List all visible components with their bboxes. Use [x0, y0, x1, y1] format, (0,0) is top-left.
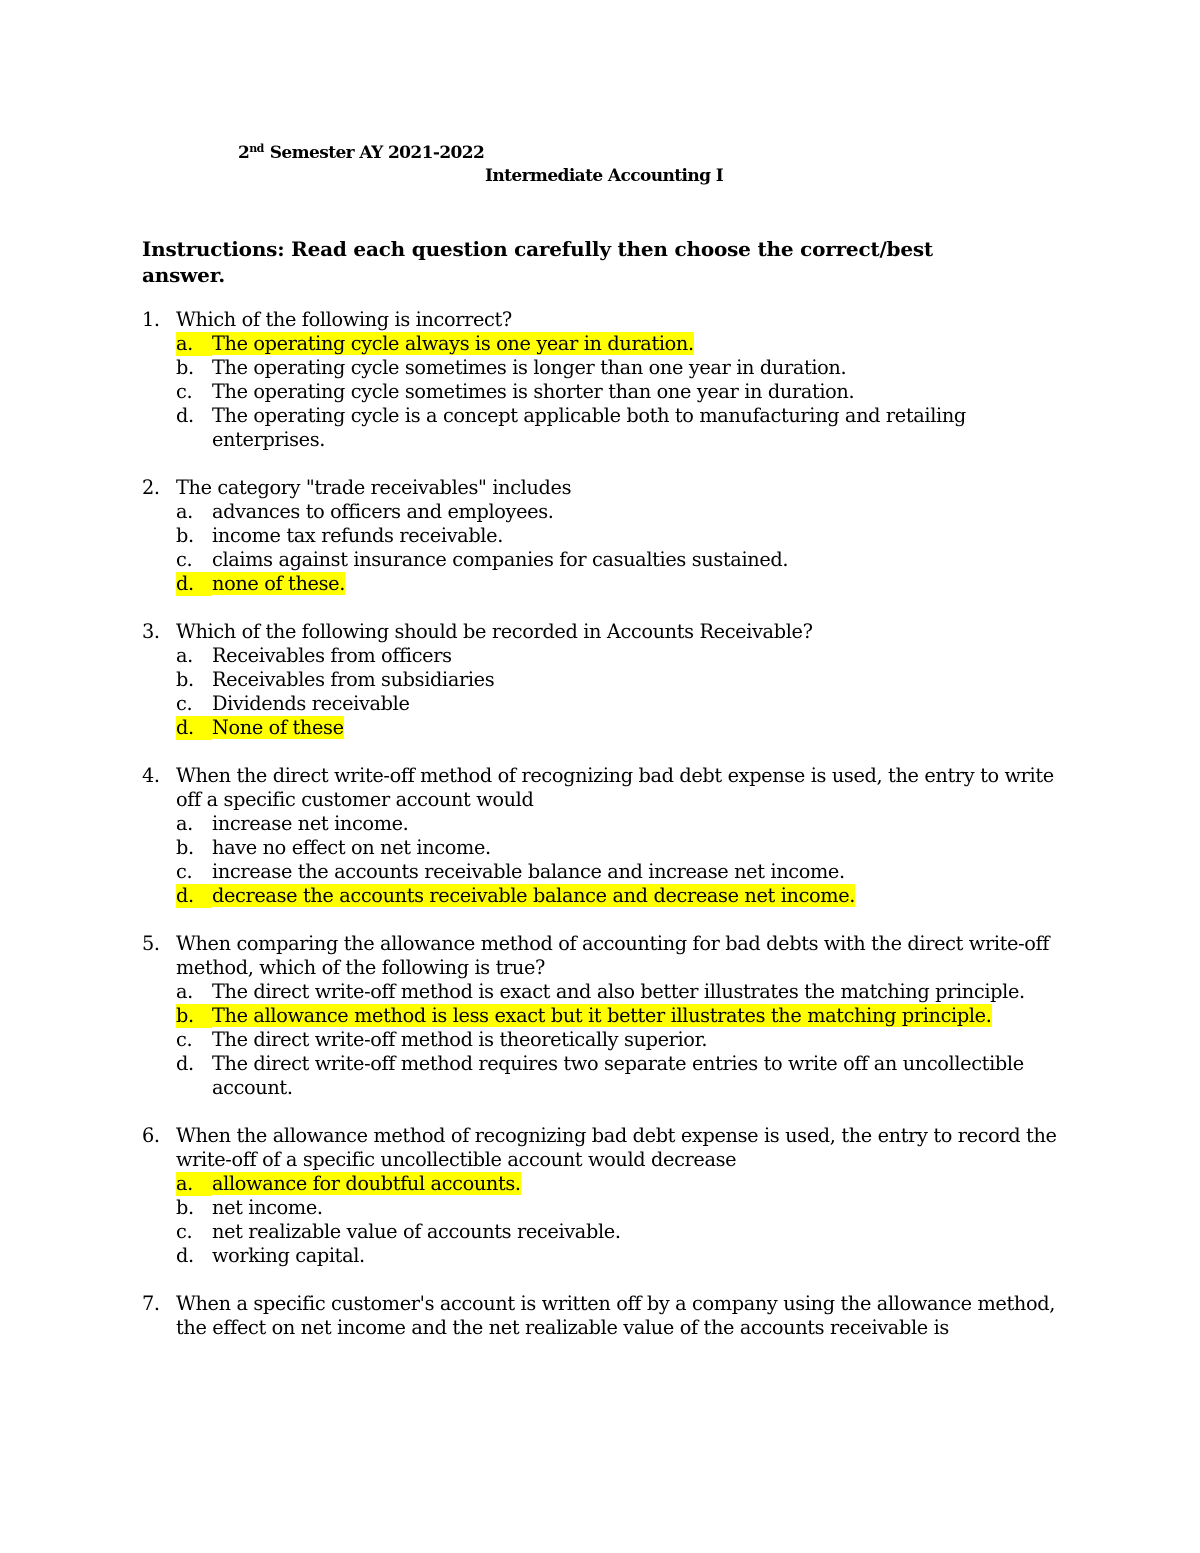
question-number: 1.: [142, 308, 160, 331]
question-number: 5.: [142, 932, 160, 955]
option-letter-cell: [176, 860, 212, 884]
option-text-cell: [212, 1172, 1082, 1196]
option-text-cell: [212, 1028, 1082, 1052]
option-text-cell: [212, 548, 1082, 572]
option-text: The direct write-off method is exact and also better illustrates the matching principle.: [212, 980, 1025, 1003]
option-letter-cell: [176, 644, 212, 668]
option-letter: b.: [176, 1004, 212, 1028]
option-letter-cell: [176, 332, 212, 356]
option-text: Receivables from subsidiaries: [212, 668, 495, 691]
question-stem: [142, 308, 1082, 332]
option-text-cell: [212, 1052, 1082, 1100]
option-text-cell: [212, 380, 1082, 404]
option-text: The allowance method is less exact but it better illustrates the matching principle.: [212, 1004, 992, 1027]
option-letter: d.: [176, 1244, 194, 1267]
option-letter: b.: [176, 356, 194, 379]
answer-option: [176, 1028, 1082, 1052]
answer-option: [176, 404, 1082, 452]
option-letter-cell: [176, 716, 212, 740]
option-text-cell: [212, 980, 1082, 1004]
answer-option-highlighted: [176, 1172, 1082, 1196]
answer-option: [176, 548, 1082, 572]
option-text-cell: [212, 1220, 1082, 1244]
option-letter-cell: [176, 572, 212, 596]
option-letter: b.: [176, 1196, 194, 1219]
option-letter-cell: [176, 548, 212, 572]
option-text-cell: [212, 356, 1082, 380]
option-letter: a.: [176, 1172, 212, 1196]
option-letter: d.: [176, 404, 194, 427]
question-number: 7.: [142, 1292, 160, 1315]
option-text: decrease the accounts receivable balance and decrease net income.: [212, 884, 856, 907]
option-text: working capital.: [212, 1244, 365, 1267]
question-text: Which of the following is incorrect?: [176, 308, 512, 331]
option-letter-cell: [176, 1196, 212, 1220]
option-text-cell: [212, 668, 1082, 692]
option-text-cell: [212, 644, 1082, 668]
answer-option: [176, 860, 1082, 884]
option-text: Receivables from officers: [212, 644, 452, 667]
question-text: When a specific customer's account is written off by a company using the allowance method, the effect on net income and the net realizable value of the accounts receivable is: [176, 1292, 1055, 1339]
option-letter: b.: [176, 668, 194, 691]
option-letter-cell: [176, 356, 212, 380]
question-text: Which of the following should be recorded in Accounts Receivable?: [176, 620, 813, 643]
option-letter-cell: [176, 668, 212, 692]
question-number: 3.: [142, 620, 160, 643]
option-text: The direct write-off method requires two separate entries to write off an uncollectible account.: [212, 1052, 1024, 1099]
answer-option: [176, 980, 1082, 1004]
option-letter-cell: [176, 500, 212, 524]
option-letter: c.: [176, 1220, 193, 1243]
option-text: The operating cycle always is one year in duration.: [212, 332, 694, 355]
answer-option: [176, 1220, 1082, 1244]
answer-option-highlighted: [176, 572, 1082, 596]
question-stem: [142, 476, 1082, 500]
answer-option: [176, 524, 1082, 548]
option-text-cell: [212, 572, 1082, 596]
option-text-cell: [212, 716, 1082, 740]
question-text: When the direct write-off method of recognizing bad debt expense is used, the entry to write off a specific customer account would: [176, 764, 1054, 811]
semester-text: Semester AY 2021-2022: [269, 143, 485, 163]
question-4: [142, 764, 1082, 908]
answer-option-highlighted: [176, 716, 1082, 740]
option-text: claims against insurance companies for casualties sustained.: [212, 548, 789, 571]
option-text: have no effect on net income.: [212, 836, 491, 859]
option-letter: d.: [176, 884, 212, 908]
option-letter-cell: [176, 692, 212, 716]
question-text: When the allowance method of recognizing bad debt expense is used, the entry to record the write-off of a specific uncollectible account would decrease: [176, 1124, 1057, 1171]
question-list: [142, 308, 1082, 1364]
option-letter-cell: [176, 380, 212, 404]
option-letter-cell: [176, 404, 212, 428]
option-letter: c.: [176, 692, 193, 715]
option-text-cell: [212, 1004, 1082, 1028]
option-text-cell: [212, 1244, 1082, 1268]
option-text: allowance for doubtful accounts.: [212, 1172, 521, 1195]
option-text: increase net income.: [212, 812, 409, 835]
option-letter: b.: [176, 836, 194, 859]
answer-option: [176, 356, 1082, 380]
option-letter: c.: [176, 860, 193, 883]
option-letter: a.: [176, 812, 193, 835]
question-stem: [142, 620, 1082, 644]
question-1: [142, 308, 1082, 452]
option-letter-cell: [176, 1244, 212, 1268]
semester-heading: [238, 142, 484, 163]
answer-option: [176, 380, 1082, 404]
option-text: The operating cycle sometimes is longer than one year in duration.: [212, 356, 847, 379]
option-letter: c.: [176, 380, 193, 403]
option-letter: a.: [176, 980, 193, 1003]
option-letter-cell: [176, 884, 212, 908]
option-letter-cell: [176, 1220, 212, 1244]
answer-option: [176, 836, 1082, 860]
option-text-cell: [212, 500, 1082, 524]
answer-option: [176, 644, 1082, 668]
question-number: 2.: [142, 476, 160, 499]
option-letter: d.: [176, 572, 212, 596]
question-stem: [142, 1292, 1082, 1340]
option-text: net realizable value of accounts receivable.: [212, 1220, 621, 1243]
option-text-cell: [212, 692, 1082, 716]
option-letter-cell: [176, 836, 212, 860]
answer-option-highlighted: [176, 1004, 1082, 1028]
semester-ordinal: 2: [238, 143, 250, 163]
option-text-cell: [212, 884, 1082, 908]
option-text-cell: [212, 524, 1082, 548]
answer-option: [176, 500, 1082, 524]
option-text: The operating cycle is a concept applicable both to manufacturing and retailing enterprises.: [212, 404, 966, 451]
question-stem: [142, 764, 1082, 812]
question-stem: [142, 1124, 1082, 1172]
option-text: advances to officers and employees.: [212, 500, 554, 523]
semester-ordinal-suffix: nd: [249, 142, 264, 155]
option-text: net income.: [212, 1196, 323, 1219]
option-text: income tax refunds receivable.: [212, 524, 503, 547]
answer-option-highlighted: [176, 884, 1082, 908]
course-title: Intermediate Accounting I: [485, 166, 724, 186]
option-text: The direct write-off method is theoretically superior.: [212, 1028, 708, 1051]
option-letter-cell: [176, 1052, 212, 1076]
option-letter-cell: [176, 1172, 212, 1196]
answer-option: [176, 1052, 1082, 1100]
option-text: Dividends receivable: [212, 692, 410, 715]
answer-option-highlighted: [176, 332, 1082, 356]
option-text-cell: [212, 836, 1082, 860]
option-letter: c.: [176, 1028, 193, 1051]
option-letter-cell: [176, 1028, 212, 1052]
option-text-cell: [212, 812, 1082, 836]
question-text: The category "trade receivables" includes: [176, 476, 572, 499]
question-5: [142, 932, 1082, 1100]
question-2: [142, 476, 1082, 596]
instructions: Instructions: Read each question carefully then choose the correct/best answer.: [142, 237, 933, 287]
question-3: [142, 620, 1082, 740]
option-text-cell: [212, 404, 1082, 452]
question-6: [142, 1124, 1082, 1268]
answer-option: [176, 668, 1082, 692]
answer-option: [176, 692, 1082, 716]
option-text-cell: [212, 332, 1082, 356]
question-number: 4.: [142, 764, 160, 787]
option-letter: d.: [176, 716, 212, 740]
question-number: 6.: [142, 1124, 160, 1147]
option-letter: a.: [176, 500, 193, 523]
option-text-cell: [212, 860, 1082, 884]
answer-option: [176, 1196, 1082, 1220]
question-7: [142, 1292, 1082, 1340]
option-letter: a.: [176, 332, 212, 356]
question-stem: [142, 932, 1082, 980]
option-text: increase the accounts receivable balance and increase net income.: [212, 860, 845, 883]
option-letter-cell: [176, 1004, 212, 1028]
option-letter-cell: [176, 812, 212, 836]
option-text: The operating cycle sometimes is shorter than one year in duration.: [212, 380, 855, 403]
option-letter-cell: [176, 980, 212, 1004]
option-text-cell: [212, 1196, 1082, 1220]
answer-option: [176, 812, 1082, 836]
option-letter: b.: [176, 524, 194, 547]
answer-option: [176, 1244, 1082, 1268]
option-letter: d.: [176, 1052, 194, 1075]
question-text: When comparing the allowance method of accounting for bad debts with the direct write-off method, which of the following is true?: [176, 932, 1050, 979]
option-text: none of these.: [212, 572, 345, 595]
option-letter: c.: [176, 548, 193, 571]
option-text: None of these: [212, 716, 344, 739]
option-letter: a.: [176, 644, 193, 667]
option-letter-cell: [176, 524, 212, 548]
